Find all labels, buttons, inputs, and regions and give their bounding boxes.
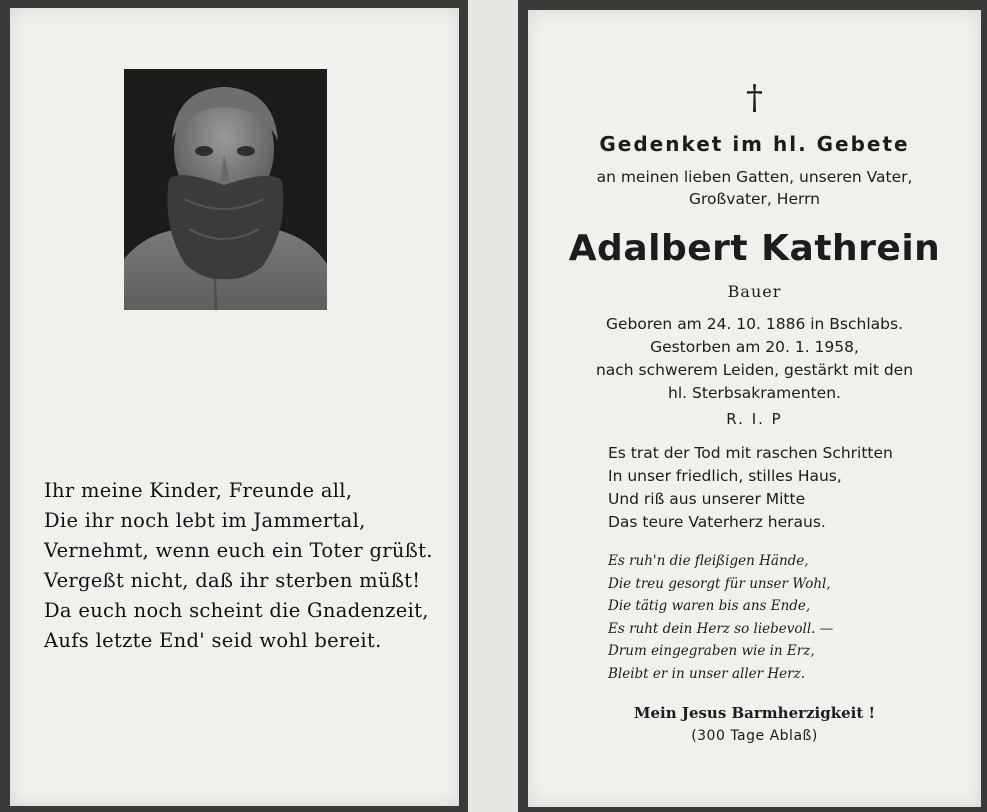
cross-icon: † <box>746 78 763 118</box>
poem-line: Aufs letzte End' seid wohl bereit. <box>44 629 382 652</box>
poem-line: Vernehmt, wenn euch ein Toter grüßt. <box>44 539 433 562</box>
intro-line: Großvater, Herrn <box>688 190 821 208</box>
verse-line: Die treu gesorgt für unser Wohl, <box>608 575 831 592</box>
intro-line: an meinen lieben Gatten, unseren Vater, <box>596 168 913 186</box>
verse-one <box>608 442 893 534</box>
verse-line: Die tätig waren bis ans Ende, <box>608 598 811 614</box>
portrait-illustration <box>124 69 327 310</box>
verse-two <box>608 550 833 685</box>
prayer-text: Mein Jesus Barmherzigkeit ! <box>633 704 876 722</box>
intro-text <box>528 166 981 210</box>
verse-line: Es ruht dein Herz so liebevoll. — <box>608 620 834 637</box>
date-line: Gestorben am 20. 1. 1958, <box>650 338 859 356</box>
indulgence-text: (300 Tage Ablaß) <box>691 728 818 744</box>
verse-line: Drum eingegraben wie in Erz, <box>608 643 815 659</box>
verse-line: Und riß aus unserer Mitte <box>608 490 806 508</box>
occupation: Bauer <box>727 282 782 301</box>
left-card <box>10 8 459 806</box>
poem-line: Vergeßt nicht, daß ihr sterben müßt! <box>44 569 421 592</box>
date-line: hl. Sterbsakramenten. <box>668 384 841 402</box>
rip-text: R. I. P <box>726 410 783 428</box>
left-poem <box>44 476 459 656</box>
poem-line: Ihr meine Kinder, Freunde all, <box>44 479 353 502</box>
portrait-photo <box>124 69 327 310</box>
verse-line: Bleibt er in unser aller Herz. <box>608 665 806 682</box>
poem-line: Da euch noch scheint die Gnadenzeit, <box>44 599 429 622</box>
verse-line: Es ruh'n die fleißigen Hände, <box>608 553 809 569</box>
date-line: nach schwerem Leiden, gestärkt mit den <box>595 361 914 379</box>
verse-line: In unser friedlich, stilles Haus, <box>608 467 842 485</box>
right-card <box>528 10 981 807</box>
poem-line: Die ihr noch lebt im Jammertal, <box>44 509 366 532</box>
date-line: Geboren am 24. 10. 1886 in Bschlabs. <box>606 315 903 333</box>
card-fold-gap <box>468 0 518 812</box>
verse-line: Es trat der Tod mit raschen Schritten <box>608 444 893 462</box>
verse-line: Das teure Vaterherz heraus. <box>608 513 826 531</box>
life-dates <box>528 313 981 405</box>
deceased-name: Adalbert Kathrein <box>568 228 941 269</box>
memorial-heading: Gedenket im hl. Gebete <box>599 132 910 156</box>
